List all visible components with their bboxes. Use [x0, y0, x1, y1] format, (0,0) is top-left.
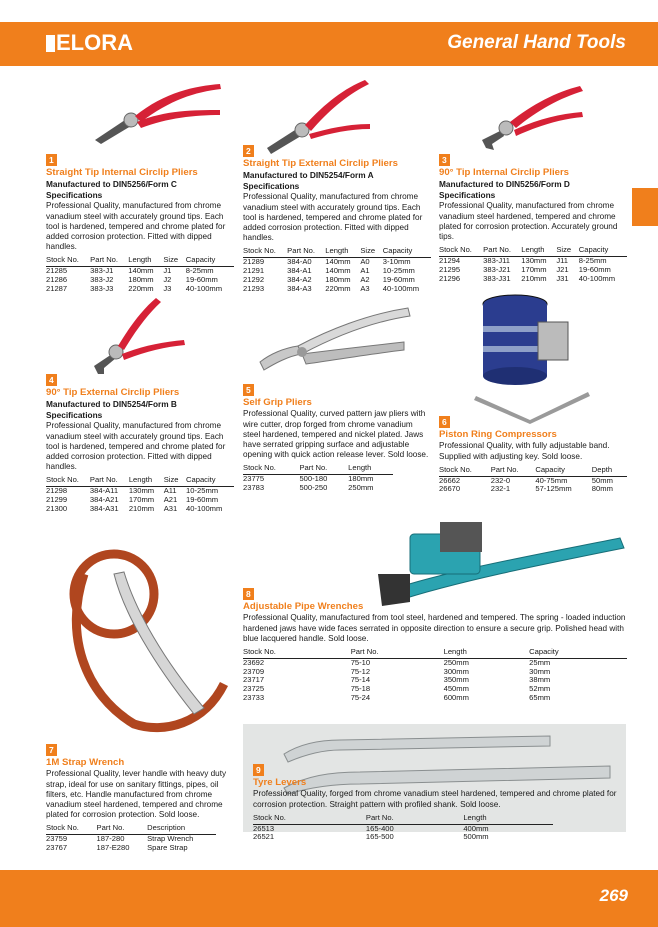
table-cell: 21293 [243, 283, 265, 293]
table-header-row [439, 466, 627, 476]
table-cell: 130mm [521, 256, 547, 266]
column-header: Stock No. [243, 464, 299, 474]
table-cell: 450mm [443, 684, 469, 694]
table-cell: 23709 [243, 666, 265, 676]
table-cell: 383-J3 [90, 283, 114, 293]
table-header-row [243, 648, 627, 658]
table-cell: A11 [163, 486, 177, 496]
table-cell: 75-10 [350, 657, 371, 667]
table-cell: 21298 [46, 486, 68, 496]
table-cell: 220mm [128, 283, 154, 293]
table-cell: 23717 [243, 675, 265, 685]
table-cell: 232-1 [490, 484, 511, 494]
table-cell: 10-25mm [382, 266, 415, 276]
table-row [243, 285, 431, 294]
footer-bar [0, 870, 658, 927]
section-title: Straight Tip Internal Circlip Pliers [46, 167, 198, 179]
table-cell: 384-A0 [287, 257, 312, 267]
circlip-pliers-1-image [85, 80, 225, 150]
table-row [46, 505, 234, 514]
column-header: Description [147, 824, 216, 834]
table-cell: A31 [163, 503, 178, 513]
column-header: Length [463, 814, 553, 824]
column-header: Length [129, 476, 164, 486]
table-cell: 40-100mm [185, 283, 223, 293]
table-cell: 170mm [521, 264, 547, 274]
table-cell: 75-18 [350, 684, 371, 694]
product-section-5 [243, 384, 431, 493]
page-number: 269 [599, 886, 628, 905]
table-cell: 75-24 [350, 693, 371, 702]
product-section-2 [243, 145, 431, 293]
table-cell: 40-100mm [382, 283, 420, 293]
table-cell: 384-A11 [89, 486, 119, 496]
section-description: Professional Quality, with fully adjustable band. Supplied with adjusting key. Sold loose. [439, 441, 610, 461]
table-cell: Spare Strap [147, 843, 188, 853]
page-title: General Hand Tools [447, 32, 626, 53]
table-cell: 21296 [439, 273, 461, 283]
table-cell: 130mm [128, 486, 155, 496]
table-cell: 52mm [529, 684, 551, 694]
table-row [243, 676, 627, 685]
table-cell: 165-500 [365, 832, 394, 842]
table-cell: 19-60mm [185, 275, 218, 285]
section-description: Professional Quality, manufactured from chrome vanadium steel with accurately ground tips. Each tool is hardened, tempered and chrome plated for added corrosion protection. Fitted with dipped handles. [243, 192, 423, 243]
section-description: Professional Quality, manufactured from tool steel, hardened and tempered. The spring - loaded induction hardened jaws have wide faces serrated in opposite direction to ensure a secure grip. Polished head with blue lacquered handle. Sold loose. [243, 613, 626, 643]
table-cell: 383-J31 [483, 273, 511, 283]
spec-table [46, 256, 234, 293]
column-header: Stock No. [243, 648, 351, 658]
table-cell: J31 [556, 273, 569, 283]
section-description: Professional Quality, manufactured from chrome vanadium steel with accurately ground tips. Each tool is hardened, tempered and chrome plated for added corrosion protection. Fitted with dipped handles. [46, 421, 226, 472]
table-row [253, 833, 553, 842]
table-cell: 180mm [325, 274, 351, 284]
table-cell: Strap Wrench [147, 834, 194, 844]
table-cell: 384-A21 [89, 495, 119, 505]
column-header: Capacity [383, 247, 431, 257]
column-header: Stock No. [46, 256, 90, 266]
column-header: Stock No. [46, 476, 90, 486]
section-description: Professional Quality, manufactured from chrome vanadium steel with accurately ground tips. Each tool is hardened, tempered and chrome plated for added corrosion protection. Fitted with dipped handles. [46, 201, 226, 252]
spec-table [243, 247, 431, 293]
product-section-7 [46, 744, 236, 853]
table-cell: 50mm [591, 475, 613, 485]
table-cell: A21 [163, 495, 178, 505]
section-subtitle: Manufactured to DIN5256/Form C Specifications [46, 179, 177, 201]
table-cell: 23783 [243, 483, 265, 493]
column-header: Capacity [186, 476, 234, 486]
table-cell: 10-25mm [186, 486, 219, 496]
spec-table [46, 476, 234, 513]
table-row [243, 694, 627, 703]
column-header: Length [444, 648, 530, 658]
table-cell: 600mm [443, 693, 469, 702]
column-header: Capacity [579, 246, 627, 256]
table-cell: 57-125mm [535, 484, 572, 494]
column-header: Stock No. [439, 246, 483, 256]
section-number: 3 [439, 154, 450, 166]
column-header: Stock No. [46, 824, 97, 834]
column-header: Part No. [483, 246, 521, 256]
table-cell: 384-A31 [89, 503, 119, 513]
table-cell: 187-E280 [96, 843, 130, 853]
table-cell: A3 [360, 283, 370, 293]
table-header-row [46, 824, 216, 834]
section-number: 1 [46, 154, 57, 166]
table-cell: 210mm [128, 503, 155, 513]
column-header: Size [360, 247, 382, 257]
table-cell: 23759 [46, 834, 68, 844]
table-cell: 40-100mm [186, 503, 223, 513]
column-header: Part No. [90, 256, 128, 266]
table-cell: 250mm [348, 483, 374, 493]
table-cell: 21287 [46, 283, 68, 293]
section-title: Tyre Levers [253, 777, 307, 789]
table-cell: 65mm [529, 693, 551, 702]
product-section-6 [439, 416, 627, 494]
product-section-1 [46, 154, 234, 294]
product-section-8 [243, 588, 627, 703]
table-cell: 21291 [243, 266, 265, 276]
section-number: 5 [243, 384, 254, 396]
logo-block-icon [46, 35, 55, 52]
circlip-pliers-3-image [478, 82, 588, 152]
column-header: Stock No. [253, 814, 366, 824]
table-cell: A0 [360, 257, 370, 267]
table-row [439, 275, 627, 284]
table-cell: 26513 [253, 823, 275, 833]
column-header: Stock No. [439, 466, 491, 476]
table-row [243, 658, 627, 667]
table-cell: 8-25mm [578, 256, 607, 266]
table-header-row [439, 246, 627, 256]
side-tab-marker [632, 188, 658, 226]
column-header: Capacity [186, 256, 234, 266]
table-cell: 38mm [529, 675, 551, 685]
table-row [253, 824, 553, 833]
table-cell: 23725 [243, 684, 265, 694]
section-number: 2 [243, 145, 254, 157]
section-title: 90° Tip Internal Circlip Pliers [439, 167, 570, 179]
table-header-row [243, 247, 431, 257]
table-cell: 40-75mm [535, 475, 568, 485]
section-title: Straight Tip External Circlip Pliers [243, 158, 398, 170]
table-cell: 75-14 [350, 675, 371, 685]
piston-ring-compressor-image [470, 292, 610, 422]
table-cell: 19-60mm [186, 495, 219, 505]
table-cell: 26521 [253, 832, 275, 842]
table-cell: J3 [163, 283, 172, 293]
strap-wrench-image [44, 534, 244, 734]
table-cell: 500mm [463, 832, 489, 842]
section-number: 9 [253, 764, 264, 776]
table-cell: 21294 [439, 256, 461, 266]
table-cell: 19-60mm [578, 264, 611, 274]
section-number: 4 [46, 374, 57, 386]
table-cell: 23733 [243, 693, 265, 702]
table-cell: 350mm [443, 675, 469, 685]
table-header-row [243, 464, 393, 474]
table-row [243, 484, 393, 493]
table-cell: 170mm [128, 495, 155, 505]
table-cell: 30mm [529, 666, 551, 676]
table-cell: 383-J21 [483, 264, 511, 274]
brand-logo: ELORA [46, 30, 133, 56]
section-description: Professional Quality, manufactured from chrome vanadium steel hardened, tempered and chrome plated for corrosion protection. Accurately ground tips. [439, 201, 618, 242]
section-description: Professional Quality, curved pattern jaw pliers with wire cutter, drop forged from chrome vanadium steel hardened, tempered and nickel plated. Jaws have serrated gripping surface and adjustable opening with quick action release lever. Sold loose. [243, 409, 429, 460]
table-cell: 500-180 [299, 474, 328, 484]
table-cell: 21286 [46, 275, 68, 285]
table-cell: 19-60mm [382, 274, 415, 284]
table-header-row [46, 476, 234, 486]
table-cell: J21 [556, 264, 569, 274]
section-number: 7 [46, 744, 57, 756]
section-title: 90° Tip External Circlip Pliers [46, 387, 180, 399]
section-subtitle: Manufactured to DIN5254/Form A Specifications [243, 170, 374, 192]
table-cell: 140mm [325, 266, 351, 276]
section-description: Professional Quality, forged from chrome vanadium steel hardened, tempered and chrome plated for corrosion protection. Straight pattern with profiled shank. Sold loose. [253, 789, 617, 809]
table-cell: 21299 [46, 495, 68, 505]
table-cell: 500-250 [299, 483, 328, 493]
column-header: Length [325, 247, 360, 257]
table-cell: 3-10mm [382, 257, 411, 267]
section-title: Adjustable Pipe Wrenches [243, 601, 364, 613]
table-cell: 232-0 [490, 475, 511, 485]
table-row [46, 285, 234, 294]
table-header-row [46, 256, 234, 266]
column-header: Part No. [299, 464, 348, 474]
table-cell: 21295 [439, 264, 461, 274]
table-cell: 26670 [439, 484, 461, 494]
table-cell: 400mm [463, 823, 489, 833]
table-cell: 21300 [46, 503, 68, 513]
table-cell: 25mm [529, 657, 551, 667]
self-grip-pliers-image [258, 302, 413, 382]
table-cell: 80mm [591, 484, 613, 494]
table-cell: 220mm [325, 283, 351, 293]
column-header: Part No. [351, 648, 444, 658]
table-row [439, 485, 627, 494]
product-section-9 [253, 764, 623, 842]
table-cell: A2 [360, 274, 370, 284]
table-cell: 384-A1 [287, 266, 312, 276]
table-cell: 180mm [128, 275, 154, 285]
column-header: Part No. [97, 824, 148, 834]
table-row [46, 844, 216, 853]
table-cell: 384-A2 [287, 274, 312, 284]
table-header-row [253, 814, 553, 824]
section-number: 6 [439, 416, 450, 428]
column-header: Length [521, 246, 556, 256]
table-row [243, 685, 627, 694]
product-section-3 [439, 154, 627, 283]
table-cell: J2 [163, 275, 172, 285]
column-header: Size [556, 246, 578, 256]
table-cell: 140mm [128, 266, 154, 276]
section-subtitle: Manufactured to DIN5254/Form B Specifications [46, 399, 177, 421]
table-cell: 300mm [443, 666, 469, 676]
column-header: Size [163, 256, 185, 266]
product-section-4 [46, 374, 234, 514]
column-header: Length [128, 256, 163, 266]
table-cell: 26662 [439, 475, 461, 485]
table-cell: 23692 [243, 657, 265, 667]
column-header: Size [164, 476, 186, 486]
table-cell: 21292 [243, 274, 265, 284]
table-cell: 40-100mm [578, 273, 616, 283]
table-cell: 187-280 [96, 834, 125, 844]
table-cell: 180mm [348, 474, 374, 484]
table-cell: 21285 [46, 266, 68, 276]
column-header: Stock No. [243, 247, 287, 257]
column-header: Length [348, 464, 393, 474]
section-number: 8 [243, 588, 254, 600]
section-subtitle: Manufactured to DIN5256/Form D Specifications [439, 179, 570, 201]
column-header: Part No. [287, 247, 325, 257]
column-header: Capacity [529, 648, 627, 658]
column-header: Part No. [366, 814, 463, 824]
table-row [243, 668, 627, 677]
table-cell: 140mm [325, 257, 351, 267]
spec-table [253, 814, 553, 842]
section-description: Professional Quality, lever handle with heavy duty strap, ideal for use on sanitary fittings, pipes, oil filters, etc. Handle manufactured from chrome vanadium steel hardened, tempered and chrome plated for corrosion protection. Sold loose. [46, 769, 227, 820]
table-cell: 383-J11 [483, 256, 511, 266]
column-header: Part No. [491, 466, 536, 476]
table-cell: 210mm [521, 273, 547, 283]
spec-table [439, 466, 627, 494]
spec-table [243, 464, 393, 492]
column-header: Depth [592, 466, 627, 476]
spec-table [243, 648, 627, 703]
table-cell: J1 [163, 266, 172, 276]
table-cell: A1 [360, 266, 370, 276]
spec-table [46, 824, 216, 852]
spec-table [439, 246, 627, 283]
table-cell: 75-12 [350, 666, 371, 676]
table-cell: J11 [556, 256, 568, 266]
table-cell: 384-A3 [287, 283, 312, 293]
table-cell: 383-J2 [90, 275, 114, 285]
section-title: 1M Strap Wrench [46, 757, 125, 769]
table-row [46, 835, 216, 844]
table-cell: 8-25mm [185, 266, 214, 276]
table-cell: 23775 [243, 474, 265, 484]
section-title: Piston Ring Compressors [439, 429, 557, 441]
table-cell: 383-J1 [90, 266, 114, 276]
table-cell: 165-400 [365, 823, 394, 833]
circlip-pliers-4-image [90, 296, 190, 376]
column-header: Capacity [535, 466, 591, 476]
table-cell: 23767 [46, 843, 68, 853]
table-cell: 250mm [443, 657, 469, 667]
table-cell: 21289 [243, 257, 265, 267]
column-header: Part No. [90, 476, 129, 486]
section-title: Self Grip Pliers [243, 397, 312, 409]
